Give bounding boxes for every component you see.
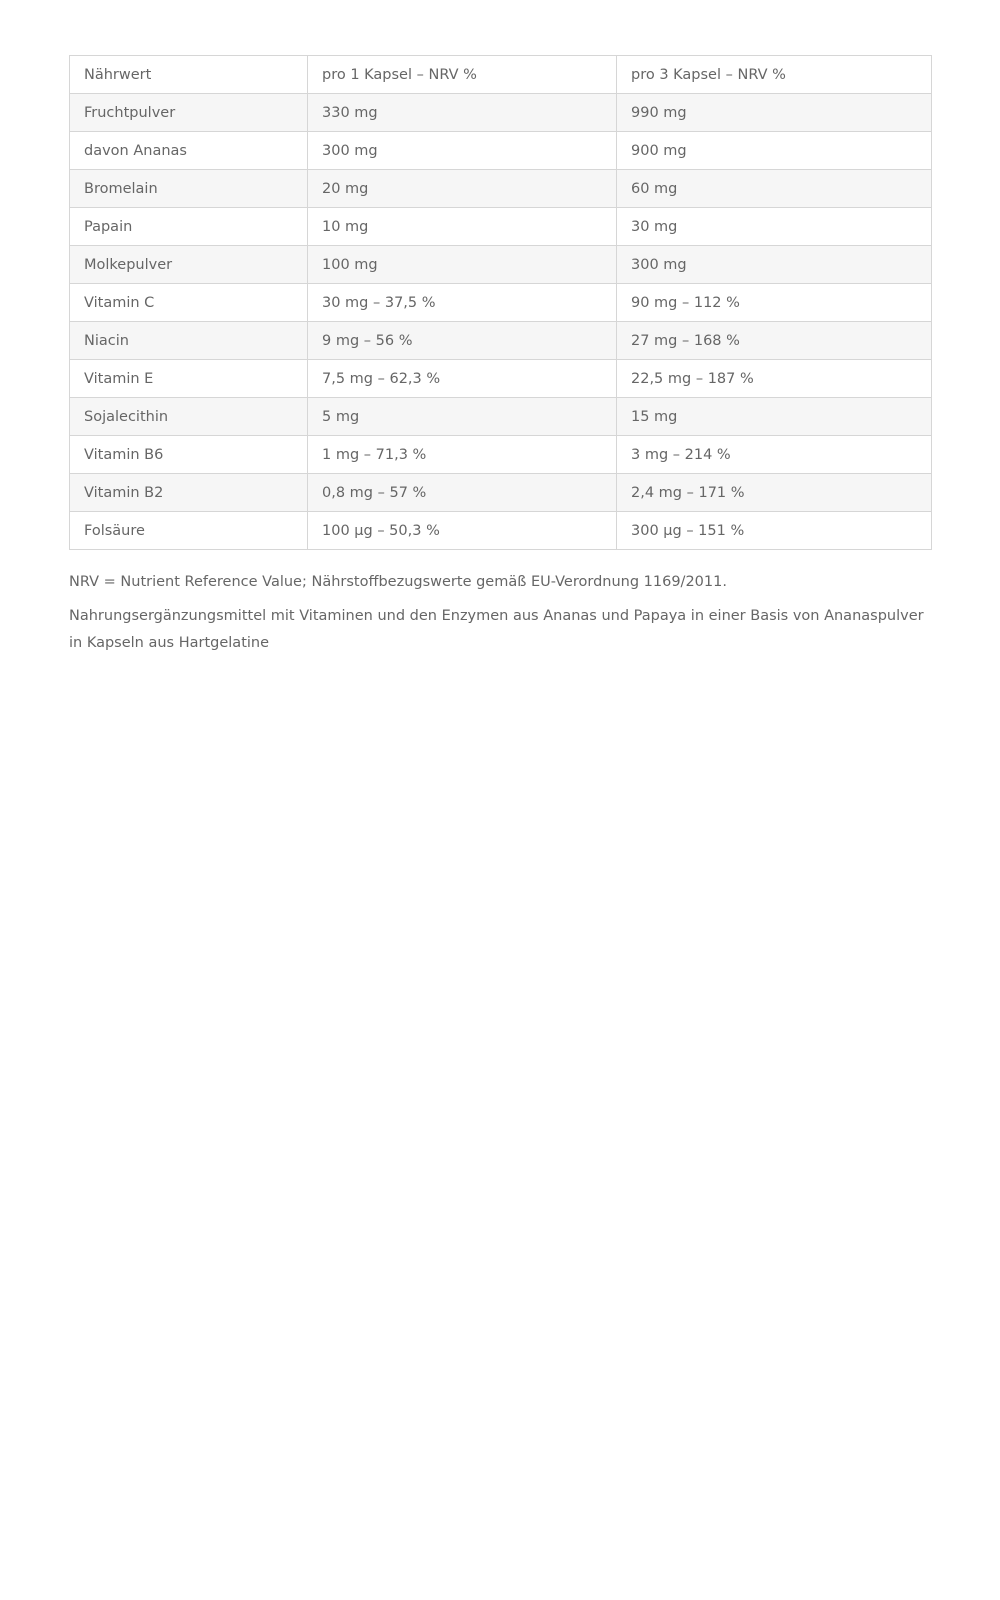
- table-header-cell: pro 1 Kapsel – NRV %: [308, 56, 617, 94]
- table-cell-nutrient: Vitamin B6: [70, 436, 308, 474]
- table-cell-per-1: 5 mg: [308, 398, 617, 436]
- table-cell-per-1: 100 µg – 50,3 %: [308, 512, 617, 550]
- table-cell-per-1: 9 mg – 56 %: [308, 322, 617, 360]
- table-cell-per-3: 990 mg: [617, 94, 932, 132]
- table-row: [70, 208, 932, 246]
- table-cell-per-3: 60 mg: [617, 170, 932, 208]
- table-cell-per-3: 30 mg: [617, 208, 932, 246]
- content-area: [69, 55, 931, 657]
- table-cell-nutrient: Bromelain: [70, 170, 308, 208]
- table-cell-per-1: 20 mg: [308, 170, 617, 208]
- table-cell-per-3: 300 mg: [617, 246, 932, 284]
- table-row: [70, 170, 932, 208]
- nutrition-table: [69, 55, 932, 550]
- table-cell-per-3: 15 mg: [617, 398, 932, 436]
- table-row: [70, 436, 932, 474]
- table-header-cell: pro 3 Kapsel – NRV %: [617, 56, 932, 94]
- table-cell-per-3: 900 mg: [617, 132, 932, 170]
- table-cell-nutrient: Folsäure: [70, 512, 308, 550]
- table-cell-nutrient: Vitamin B2: [70, 474, 308, 512]
- table-row: [70, 474, 932, 512]
- table-cell-per-1: 0,8 mg – 57 %: [308, 474, 617, 512]
- table-cell-per-3: 2,4 mg – 171 %: [617, 474, 932, 512]
- table-cell-nutrient: Papain: [70, 208, 308, 246]
- table-row: [70, 132, 932, 170]
- table-cell-per-1: 30 mg – 37,5 %: [308, 284, 617, 322]
- table-row: [70, 246, 932, 284]
- table-cell-per-1: 100 mg: [308, 246, 617, 284]
- table-cell-per-1: 300 mg: [308, 132, 617, 170]
- table-cell-per-3: 300 µg – 151 %: [617, 512, 932, 550]
- table-cell-per-3: 27 mg – 168 %: [617, 322, 932, 360]
- table-row: [70, 322, 932, 360]
- table-cell-per-3: 22,5 mg – 187 %: [617, 360, 932, 398]
- product-description: Nahrungsergänzungsmittel mit Vitaminen und den Enzymen aus Ananas und Papaya in einer Basis von Ananaspulver in Kapseln aus Hartgelatine: [69, 608, 924, 651]
- table-cell-per-3: 90 mg – 112 %: [617, 284, 932, 322]
- table-cell-per-1: 10 mg: [308, 208, 617, 246]
- nrv-note: NRV = Nutrient Reference Value; Nährstoffbezugswerte gemäß EU-Verordnung 1169/2011.: [69, 574, 727, 590]
- table-row: [70, 94, 932, 132]
- table-cell-nutrient: Vitamin E: [70, 360, 308, 398]
- table-row: [70, 284, 932, 322]
- table-row: [70, 512, 932, 550]
- table-cell-per-1: 7,5 mg – 62,3 %: [308, 360, 617, 398]
- table-header-cell: Nährwert: [70, 56, 308, 94]
- table-cell-nutrient: Sojalecithin: [70, 398, 308, 436]
- table-row: [70, 360, 932, 398]
- table-cell-nutrient: Vitamin C: [70, 284, 308, 322]
- table-cell-per-3: 3 mg – 214 %: [617, 436, 932, 474]
- table-cell-nutrient: Fruchtpulver: [70, 94, 308, 132]
- table-header-row: [70, 56, 932, 94]
- table-cell-per-1: 330 mg: [308, 94, 617, 132]
- table-cell-nutrient: davon Ananas: [70, 132, 308, 170]
- table-cell-nutrient: Molkepulver: [70, 246, 308, 284]
- table-cell-nutrient: Niacin: [70, 322, 308, 360]
- table-cell-per-1: 1 mg – 71,3 %: [308, 436, 617, 474]
- table-row: [70, 398, 932, 436]
